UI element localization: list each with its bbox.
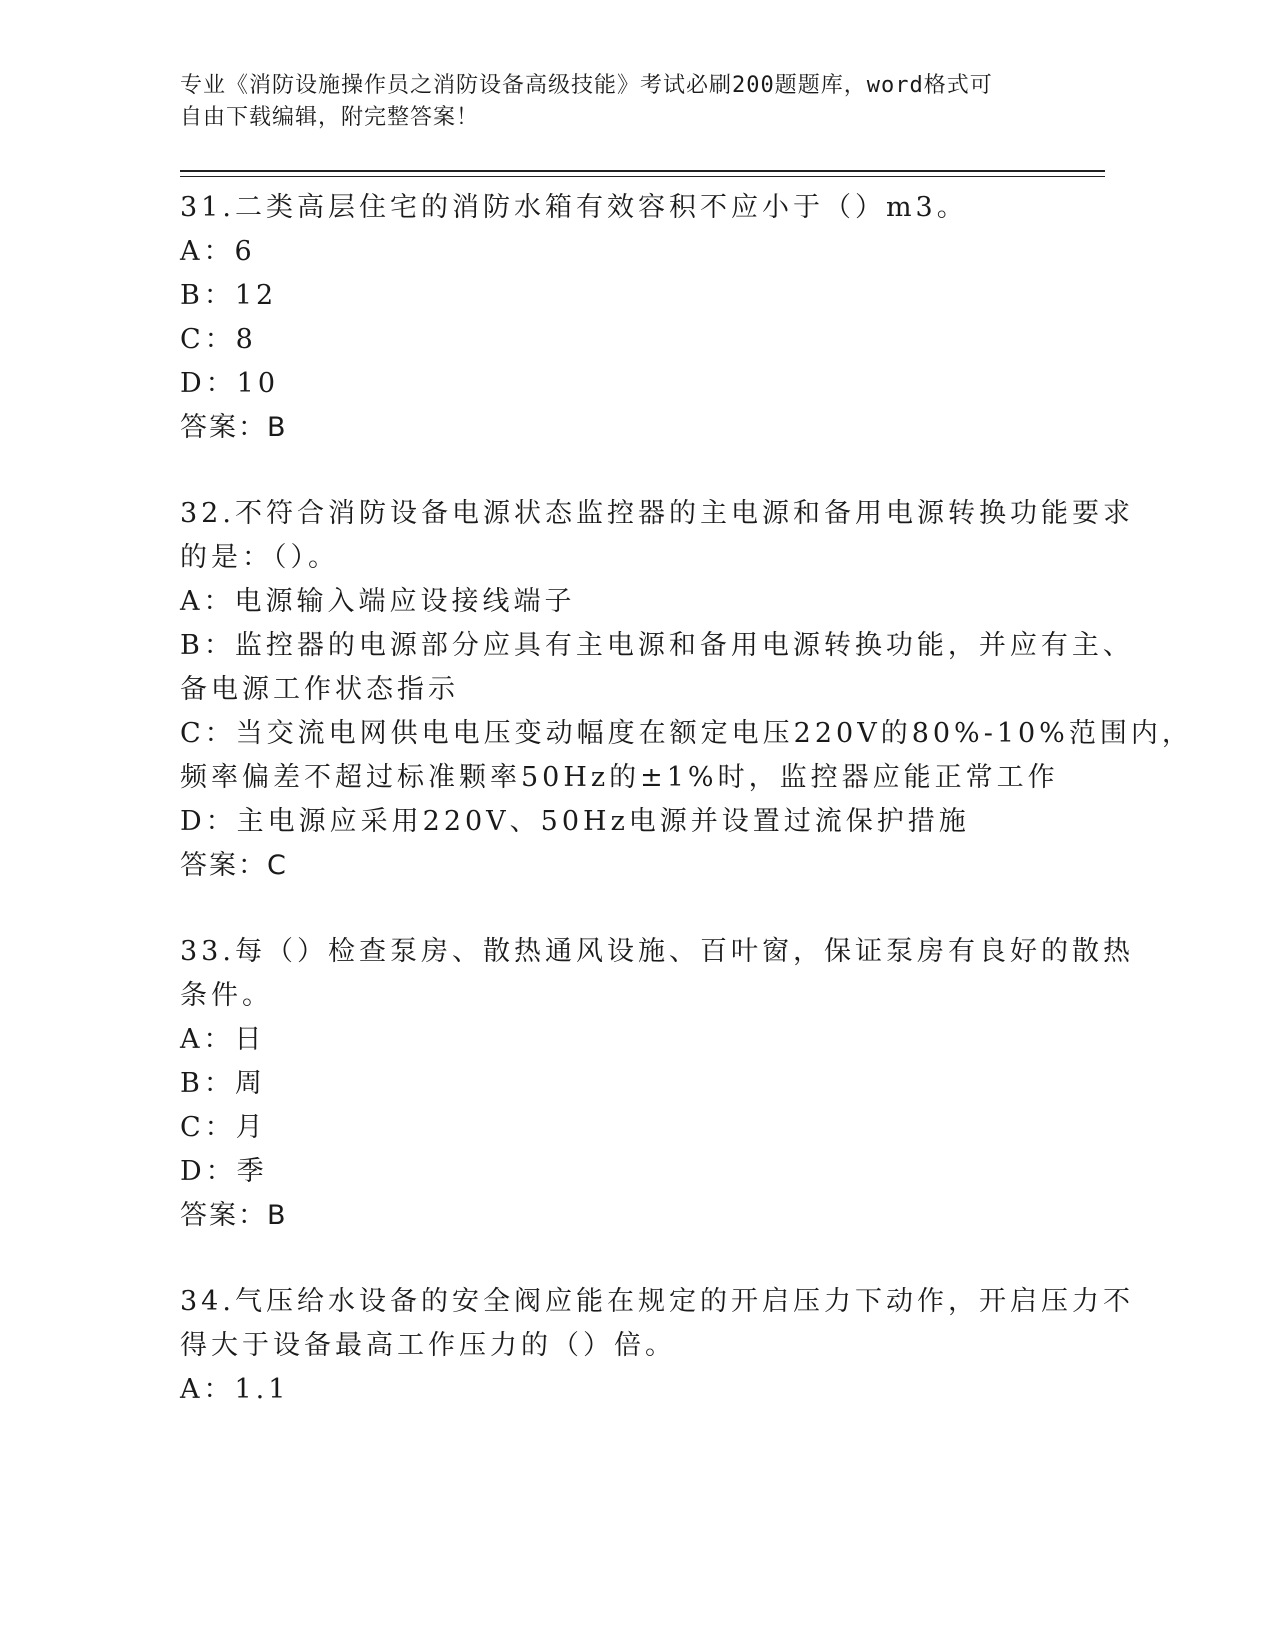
question-stem: 31.二类高层住宅的消防水箱有效容积不应小于（）m3。 <box>180 192 968 223</box>
answer-label: 答案：B <box>180 412 288 443</box>
question-stem-cont: 条件。 <box>180 980 273 1011</box>
question-33 <box>180 930 1134 1238</box>
question-32 <box>180 492 1193 888</box>
option-a: A：电源输入端应设接线端子 <box>180 586 576 617</box>
option-c-cont: 频率偏差不超过标准颗率50Hz的±1%时，监控器应能正常工作 <box>180 762 1059 793</box>
answer-label: 答案：C <box>180 850 288 881</box>
option-c: C：8 <box>180 324 257 355</box>
option-a: A：日 <box>180 1024 266 1055</box>
question-list <box>180 186 1193 1454</box>
option-a: A：6 <box>180 236 256 267</box>
option-b: B：监控器的电源部分应具有主电源和备用电源转换功能，并应有主、 <box>180 630 1134 661</box>
option-c: C：当交流电网供电电压变动幅度在额定电压220V的80%-10%范围内， <box>180 718 1193 749</box>
question-stem: 34.气压给水设备的安全阀应能在规定的开启压力下动作，开启压力不 <box>180 1286 1134 1317</box>
question-34 <box>180 1280 1134 1412</box>
option-d: D：季 <box>180 1156 268 1187</box>
option-a: A：1.1 <box>180 1374 290 1405</box>
option-b: B：周 <box>180 1068 266 1099</box>
header-line-2: 自由下载编辑，附完整答案！ <box>180 105 480 130</box>
header-line-1: 专业《消防设施操作员之消防设备高级技能》考试必刷200题题库，word格式可 <box>180 73 993 98</box>
question-stem-cont: 得大于设备最高工作压力的（）倍。 <box>180 1330 676 1361</box>
header-divider-thick <box>180 170 1105 172</box>
question-stem: 33.每（）检查泵房、散热通风设施、百叶窗，保证泵房有良好的散热 <box>180 936 1134 967</box>
header-divider-thin <box>180 176 1105 177</box>
question-stem: 32.不符合消防设备电源状态监控器的主电源和备用电源转换功能要求 <box>180 498 1134 529</box>
question-31 <box>180 186 1060 450</box>
document-header <box>180 70 1080 134</box>
answer-label: 答案：B <box>180 1200 288 1231</box>
option-c: C：月 <box>180 1112 267 1143</box>
option-b-cont: 备电源工作状态指示 <box>180 674 459 705</box>
question-stem-cont: 的是：（）。 <box>180 542 339 573</box>
option-d: D：10 <box>180 368 280 399</box>
option-b: B：12 <box>180 280 278 311</box>
option-d: D：主电源应采用220V、50Hz电源并设置过流保护措施 <box>180 806 970 837</box>
